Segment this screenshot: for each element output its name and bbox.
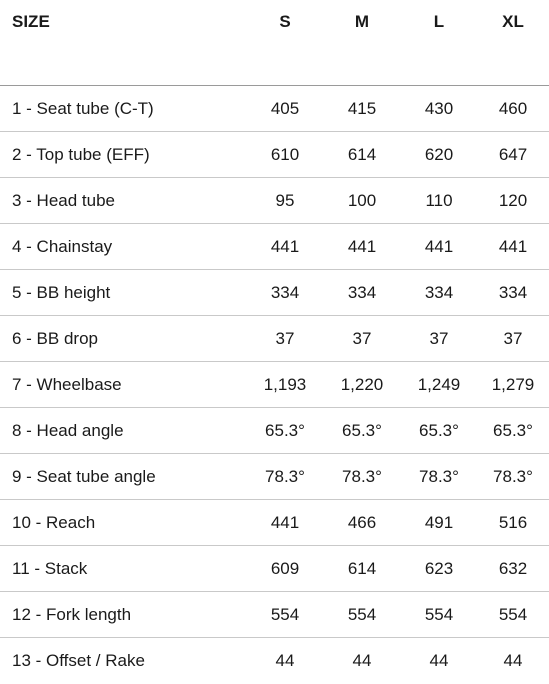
value-cell-l: 430 [424,98,454,118]
value-cell-l: 334 [424,282,454,302]
value-cell-xl: 554 [498,604,528,624]
value-cell-s: 609 [270,558,300,578]
value-cell-xl: 1,279 [491,374,535,394]
value-cell-l: 78.3° [419,466,459,486]
size-xl-header: XL [502,12,524,31]
row-label: 12 - Fork length [12,604,132,624]
value-cell-xl: 78.3° [493,466,533,486]
value-cell-s: 441 [270,236,300,256]
value-cell-xl: 65.3° [493,420,533,440]
value-cell-m: 100 [347,190,377,210]
row-label: 11 - Stack [12,558,88,578]
value-cell-m: 1,220 [340,374,384,394]
value-cell-l: 65.3° [419,420,459,440]
row-label: 3 - Head tube [12,190,116,210]
value-cell-l: 623 [424,558,454,578]
value-cell-s: 334 [270,282,300,302]
table-row [0,316,549,362]
value-cell-l: 491 [424,512,454,532]
table-row [0,638,549,684]
value-cell-l: 1,249 [417,374,461,394]
value-cell-m: 614 [347,558,377,578]
value-cell-s: 78.3° [265,466,305,486]
value-cell-m: 78.3° [342,466,382,486]
table-row [0,454,549,500]
value-cell-m: 334 [347,282,377,302]
value-cell-xl: 334 [498,282,528,302]
value-cell-s: 610 [270,144,300,164]
value-cell-l: 620 [424,144,454,164]
table-row [0,500,549,546]
value-cell-s: 37 [275,328,295,348]
table-header-row [0,0,549,86]
value-cell-l: 441 [424,236,454,256]
value-cell-s: 405 [270,98,300,118]
table-row [0,132,549,178]
value-cell-m: 614 [347,144,377,164]
value-cell-m: 44 [352,651,372,670]
value-cell-s: 554 [270,604,300,624]
value-cell-l: 110 [425,190,453,210]
value-cell-l: 44 [429,651,449,670]
table-row [0,408,549,454]
row-label: 1 - Seat tube (C-T) [12,98,154,118]
row-label: 8 - Head angle [12,420,124,440]
size-m-header: M [354,12,370,31]
value-cell-s: 44 [275,651,295,670]
row-label: 6 - BB drop [12,328,98,348]
value-cell-xl: 460 [498,98,528,118]
table-row [0,86,549,132]
value-cell-xl: 44 [503,651,523,670]
size-l-header: L [433,12,445,31]
value-cell-xl: 37 [503,328,523,348]
row-label: 13 - Offset / Rake [12,651,145,670]
value-cell-s: 95 [275,190,295,210]
row-label: 4 - Chainstay [12,236,113,256]
value-cell-xl: 516 [498,512,528,532]
value-cell-s: 1,193 [263,374,307,394]
table-row [0,224,549,270]
value-cell-m: 466 [347,512,377,532]
row-label: 5 - BB height [12,282,111,302]
value-cell-m: 554 [347,604,377,624]
value-cell-xl: 441 [498,236,528,256]
value-cell-xl: 120 [498,190,528,210]
table-row [0,592,549,638]
row-label: 9 - Seat tube angle [12,466,156,486]
row-label: 7 - Wheelbase [12,374,122,394]
value-cell-s: 65.3° [265,420,305,440]
value-cell-m: 441 [347,236,377,256]
value-cell-l: 554 [424,604,454,624]
value-cell-m: 415 [347,98,377,118]
value-cell-xl: 632 [498,558,528,578]
size-column-header: SIZE [12,12,50,31]
value-cell-m: 65.3° [342,420,382,440]
table-row [0,178,549,224]
value-cell-l: 37 [429,328,449,348]
table-row [0,270,549,316]
value-cell-xl: 647 [498,144,528,164]
row-label: 2 - Top tube (EFF) [12,144,150,164]
table-row [0,546,549,592]
row-label: 10 - Reach [12,512,96,532]
size-s-header: S [279,12,291,31]
value-cell-m: 37 [352,328,372,348]
value-cell-s: 441 [270,512,300,532]
table-row [0,362,549,408]
